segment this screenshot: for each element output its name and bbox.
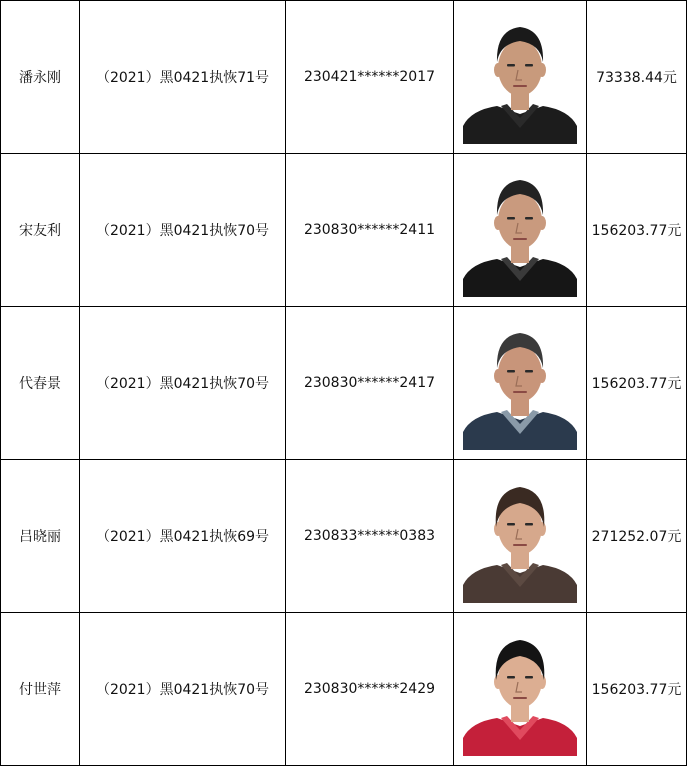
case-number-cell [80, 154, 286, 307]
name-cell [1, 307, 80, 460]
photo-cell [454, 460, 587, 613]
table-row [1, 154, 687, 307]
portrait-photo [463, 469, 577, 603]
table-row [1, 613, 687, 766]
case-number-cell [80, 460, 286, 613]
id-number-cell [286, 154, 454, 307]
portrait-photo [463, 622, 577, 756]
amount-cell [587, 613, 687, 766]
id-number-cell [286, 307, 454, 460]
case-number-cell [80, 307, 286, 460]
id-number-cell [286, 1, 454, 154]
male-portrait-icon [463, 316, 577, 450]
name-cell [1, 613, 80, 766]
id-number-cell [286, 460, 454, 613]
case-number: （2021）黑0421执恢69号 [95, 529, 270, 545]
female-portrait-icon [463, 469, 577, 603]
id-number: 230830******2411 [303, 222, 436, 238]
name-cell [1, 154, 80, 307]
photo-cell [454, 307, 587, 460]
id-number: 230421******2017 [303, 69, 436, 85]
table-row [1, 460, 687, 613]
portrait-photo [463, 163, 577, 297]
person-name: 付世萍 [19, 682, 61, 698]
id-number: 230830******2429 [303, 681, 436, 697]
female-portrait-icon [463, 622, 577, 756]
id-number-cell [286, 613, 454, 766]
male-portrait-icon [463, 10, 577, 144]
id-number: 230833******0383 [303, 528, 436, 544]
male-portrait-icon [463, 163, 577, 297]
portrait-photo [463, 316, 577, 450]
person-name: 宋友利 [19, 223, 61, 239]
photo-cell [454, 1, 587, 154]
photo-cell [454, 613, 587, 766]
photo-cell [454, 154, 587, 307]
amount-cell [587, 154, 687, 307]
case-number: （2021）黑0421执恢70号 [95, 682, 270, 698]
owed-amount: 156203.77元 [591, 376, 682, 392]
name-cell [1, 1, 80, 154]
case-number: （2021）黑0421执恢70号 [95, 376, 270, 392]
table-row [1, 307, 687, 460]
table-row [1, 1, 687, 154]
portrait-photo [463, 10, 577, 144]
amount-cell [587, 1, 687, 154]
owed-amount: 156203.77元 [591, 682, 682, 698]
id-number: 230830******2417 [303, 375, 436, 391]
case-number: （2021）黑0421执恢71号 [95, 70, 270, 86]
case-number-cell [80, 1, 286, 154]
owed-amount: 73338.44元 [596, 70, 677, 86]
owed-amount: 156203.77元 [591, 223, 682, 239]
owed-amount: 271252.07元 [591, 529, 682, 545]
person-name: 代春景 [19, 376, 61, 392]
person-name: 潘永刚 [19, 70, 61, 86]
name-cell [1, 460, 80, 613]
amount-cell [587, 460, 687, 613]
person-name: 吕晓丽 [19, 529, 61, 545]
case-number: （2021）黑0421执恢70号 [95, 223, 270, 239]
amount-cell [587, 307, 687, 460]
case-number-cell [80, 613, 286, 766]
